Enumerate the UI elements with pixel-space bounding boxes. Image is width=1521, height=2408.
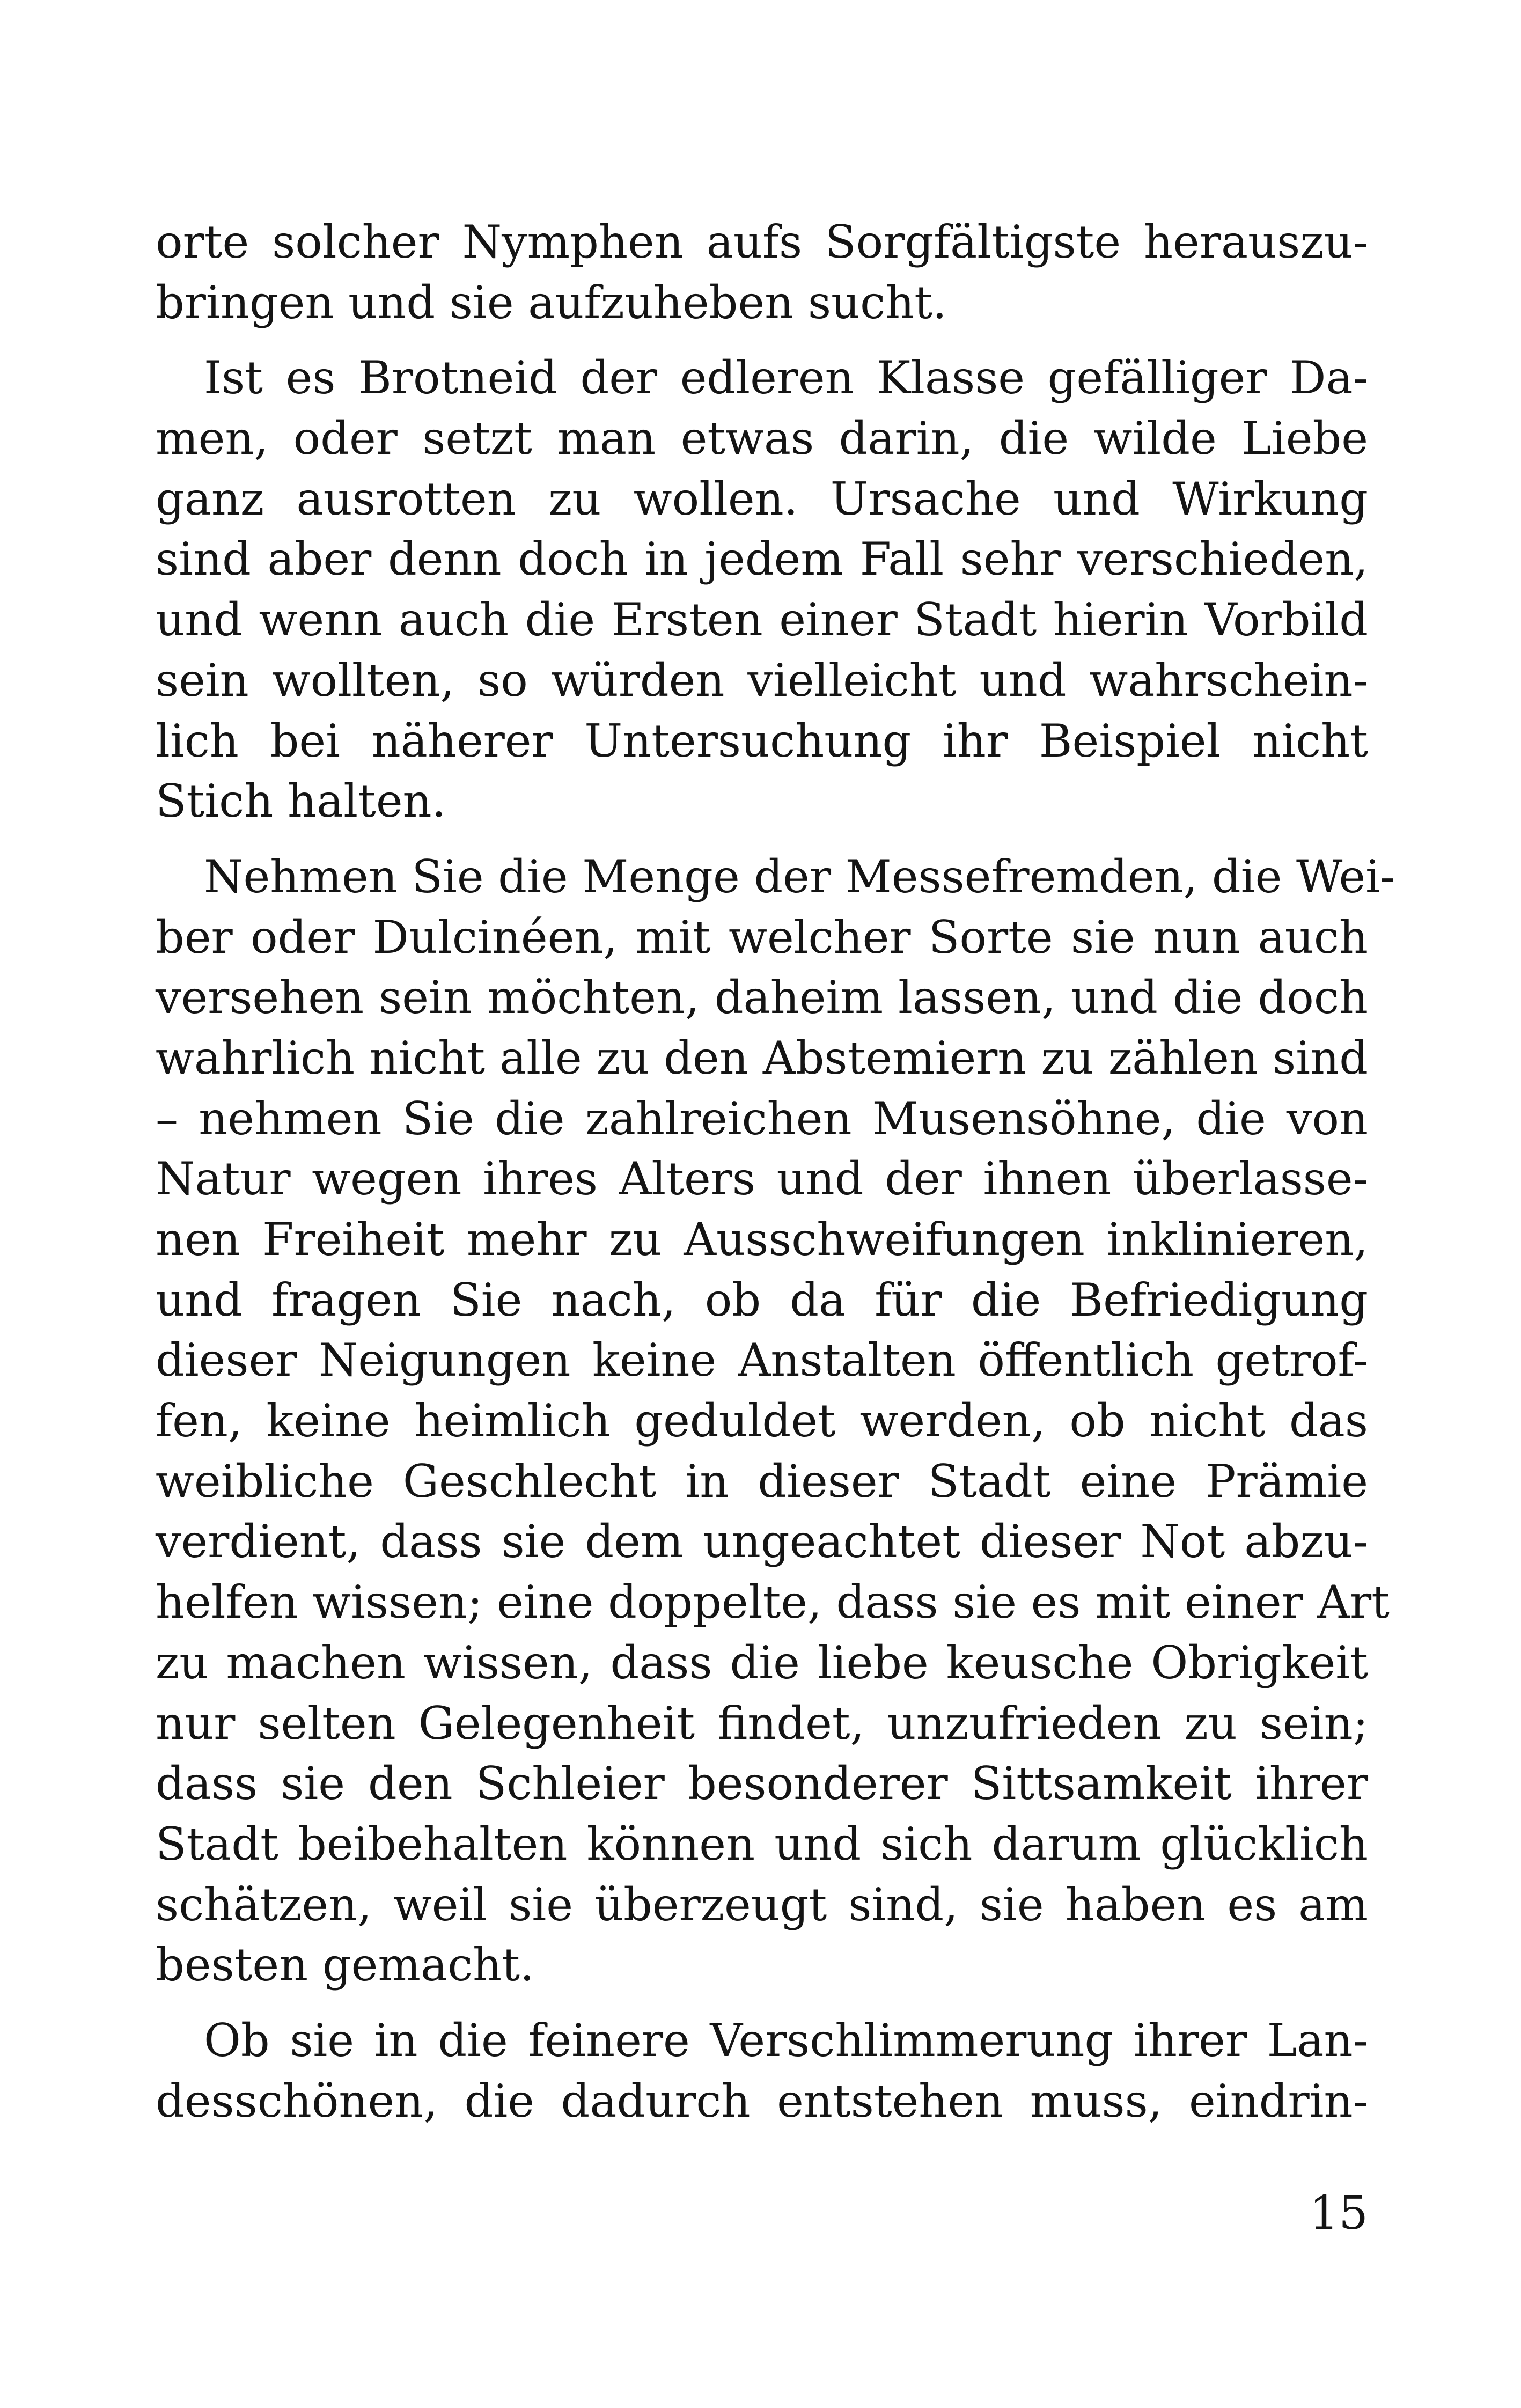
text-line: Natur wegen ihres Alters und der ihnen überlasse- [156,1152,1368,1206]
paragraph [156,2010,1368,2131]
paragraph [156,348,1368,832]
text-line: wahrlich nicht alle zu den Abstemiern zu zählen sind [156,1031,1368,1084]
text-line: dieser Neigungen keine Anstalten öffentlich getrof- [156,1334,1368,1387]
text-line: ber oder Dulcinéen, mit welcher Sorte sie nun auch [156,911,1368,964]
text-line: fen, keine heimlich geduldet werden, ob nicht das [156,1394,1368,1448]
text-line: Stich halten. [156,775,446,828]
text-line: weibliche Geschlecht in dieser Stadt eine Prämie [156,1455,1368,1508]
paragraph [156,212,1368,333]
text-line: Ist es Brotneid der edleren Klasse gefälliger Da- [204,351,1368,405]
text-line: Nehmen Sie die Menge der Messefremden, die Wei- [204,850,1395,903]
text-line: Ob sie in die feinere Verschlimmerung ihrer Lan- [204,2014,1368,2067]
text-line: dass sie den Schleier besonderer Sittsamkeit ihrer [156,1757,1368,1810]
text-line: men, oder setzt man etwas darin, die wilde Liebe [156,412,1368,465]
text-line: sind aber denn doch in jedem Fall sehr verschieden, [156,533,1368,586]
text-line: ganz ausrotten zu wollen. Ursache und Wirkung [156,472,1368,525]
text-line: schätzen, weil sie überzeugt sind, sie haben es am [156,1878,1368,1931]
text-line: nur selten Gelegenheit findet, unzufrieden zu sein; [156,1697,1368,1750]
text-line: sein wollten, so würden vielleicht und wahrschein- [156,654,1368,707]
text-line: helfen wissen; eine doppelte, dass sie es mit einer Art [156,1576,1390,1629]
text-line: verdient, dass sie dem ungeachtet dieser Not abzu- [156,1515,1368,1568]
text-line: orte solcher Nymphen aufs Sorgfältigste herauszu- [156,216,1368,268]
page-number: 15 [1309,2186,1368,2240]
text-line: und fragen Sie nach, ob da für die Befriedigung [156,1273,1368,1326]
text-line: lich bei näherer Untersuchung ihr Beispiel nicht [156,714,1368,767]
text-line: – nehmen Sie die zahlreichen Musensöhne, die von [156,1092,1368,1145]
text-line: bringen und sie aufzuheben sucht. [156,276,947,329]
body-text [156,212,1395,2131]
text-line: desschönen, die dadurch entstehen muss, eindrin- [156,2074,1368,2127]
text-line: besten gemacht. [156,1939,534,1992]
paragraph [156,847,1395,1995]
text-line: Stadt beibehalten können und sich darum glücklich [156,1817,1368,1870]
text-line: nen Freiheit mehr zu Ausschweifungen inklinieren, [156,1213,1368,1266]
text-line: und wenn auch die Ersten einer Stadt hierin Vorbild [156,593,1368,647]
text-line: versehen sein möchten, daheim lassen, und die doch [156,971,1368,1024]
text-line: zu machen wissen, dass die liebe keusche Obrigkeit [156,1636,1368,1689]
